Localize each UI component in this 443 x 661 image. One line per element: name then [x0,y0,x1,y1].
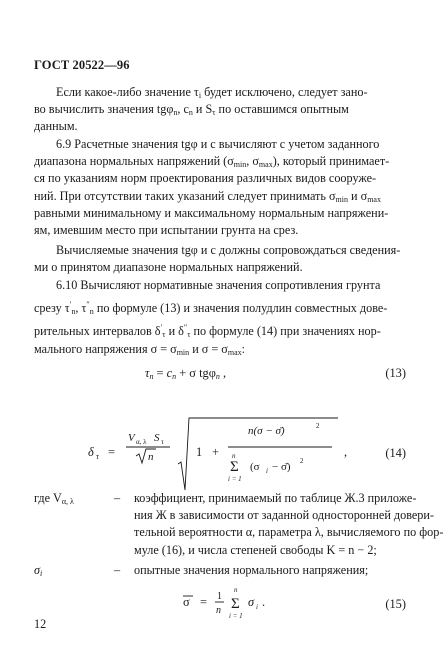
text-line: ся по указаниям норм проектирования различных видов сооруже- [34,171,377,186]
formula-15-period: . [262,595,266,609]
s-symbol: S [154,432,160,444]
standard-header: ГОСТ 20522—96 [34,58,130,72]
text-line: данным. [34,119,78,134]
page-number: 12 [34,617,47,631]
one: 1 [196,445,203,459]
text-line: равными минимальному и максимальному нормальным напряжени- [34,205,389,220]
legend-symbol-sigma: $\sigma_i$ [34,563,43,578]
sum-body-sub: i [266,467,268,475]
paragraph-recalc [34,84,406,136]
legend-definition-v: коэффициент, принимаемый по таблице Ж.3 приложе- ния Ж в зависимости от заданной односторонней довери- тельной вероятности α, параметра λ, вычисляемого по фор- муле (16), и числа степеней свободы K = n − 2; [134,491,443,557]
sigma-mean: σ [183,595,190,609]
inner-numerator-sup: 2 [316,422,320,430]
v-symbol: V [128,432,135,444]
sqrt-n: n [148,451,154,463]
text-line: срезу $\tau'_n$, $\tau''_n$ по формуле (13) и значения полудлин совместных дове- [34,300,388,317]
sum-body-end: − σ̄) [272,461,291,473]
frac-denominator: n [216,605,221,616]
delta-symbol: δ [88,445,94,459]
sum-sup: 2 [300,457,304,465]
variables-legend [34,490,443,562]
sigma-i-sub: i [256,603,258,611]
inner-numerator: n(σ − σ̄) [248,425,285,437]
text-line: 6.9 Расчетные значения tgφ и c вычисляют с учетом заданного [56,137,380,151]
equals-sign: = [108,445,115,459]
sum-body: (σ [250,461,260,473]
sum-top: n [232,452,236,460]
legend-symbol-v: где $V_{\alpha, \lambda}$ [34,491,74,506]
sum-bottom: i = 1 [228,475,242,483]
v-subscript: α, λ [136,438,147,446]
sigma-i: σ [248,595,255,609]
text-line: рительных интервалов $\delta'_\tau$ и $\delta''_\tau$ по формуле (14) при значениях нор- [34,323,381,340]
variables-legend-sigma [34,562,406,580]
formula-14-number: (14) [385,446,406,460]
paragraph-6-9 [34,136,406,239]
formula-14-comma: , [344,445,348,459]
paragraph-6-10 [34,277,406,358]
text-line: ний. При отсутствии таких указаний следует принимать $\sigma_{min}$ и $\sigma_{max}$ [34,188,381,204]
formula-14 [88,412,348,494]
sum-bottom: i = 1 [229,612,243,620]
frac-numerator: 1 [217,591,222,602]
text-line: Вычисляемые значения tgφ и c должны сопровождаться сведения- [56,243,401,257]
formula-13-number: (13) [385,366,406,380]
text-line: ям, имевшим место при испытании грунта на срез. [34,223,299,238]
text-line: 6.10 Вычисляют нормативные значения сопротивления грунта [56,278,381,292]
formula-15 [180,584,300,624]
formula-15-number: (15) [385,597,406,611]
s-subscript: τ [161,438,164,446]
sum-top: n [234,586,238,594]
legend-definition-sigma: опытные значения нормального напряжения; [134,563,369,577]
text-line: ми о принятом диапазоне нормальных напряжений. [34,260,303,275]
text-line: диапазона нормальных напряжений ($\sigma_{min}$, $\sigma_{max}$), который принимает- [34,154,390,170]
delta-subscript: τ [96,452,99,461]
sum-sign: Σ [230,459,239,475]
text-line: мального напряжения $\sigma = \sigma_{min}$ и $\sigma = \sigma_{max}$: [34,341,246,357]
equals-sign: = [200,595,207,609]
sum-sign: Σ [231,596,240,612]
paragraph-accompany [34,242,406,276]
text-line: Если какое-либо значение $\tau_i$ будет исключено, следует зано- [56,85,368,100]
legend-dash: – [114,563,121,577]
legend-dash: – [114,491,121,505]
formula-13: $\tau_n = c_n + \sigma$ tgφ$_n$ , [145,366,227,381]
text-line: во вычислить значения tgφ$_n$, $c_n$ и $S_\tau$ по оставшимся опытным [34,102,349,118]
plus-sign: + [212,445,219,459]
